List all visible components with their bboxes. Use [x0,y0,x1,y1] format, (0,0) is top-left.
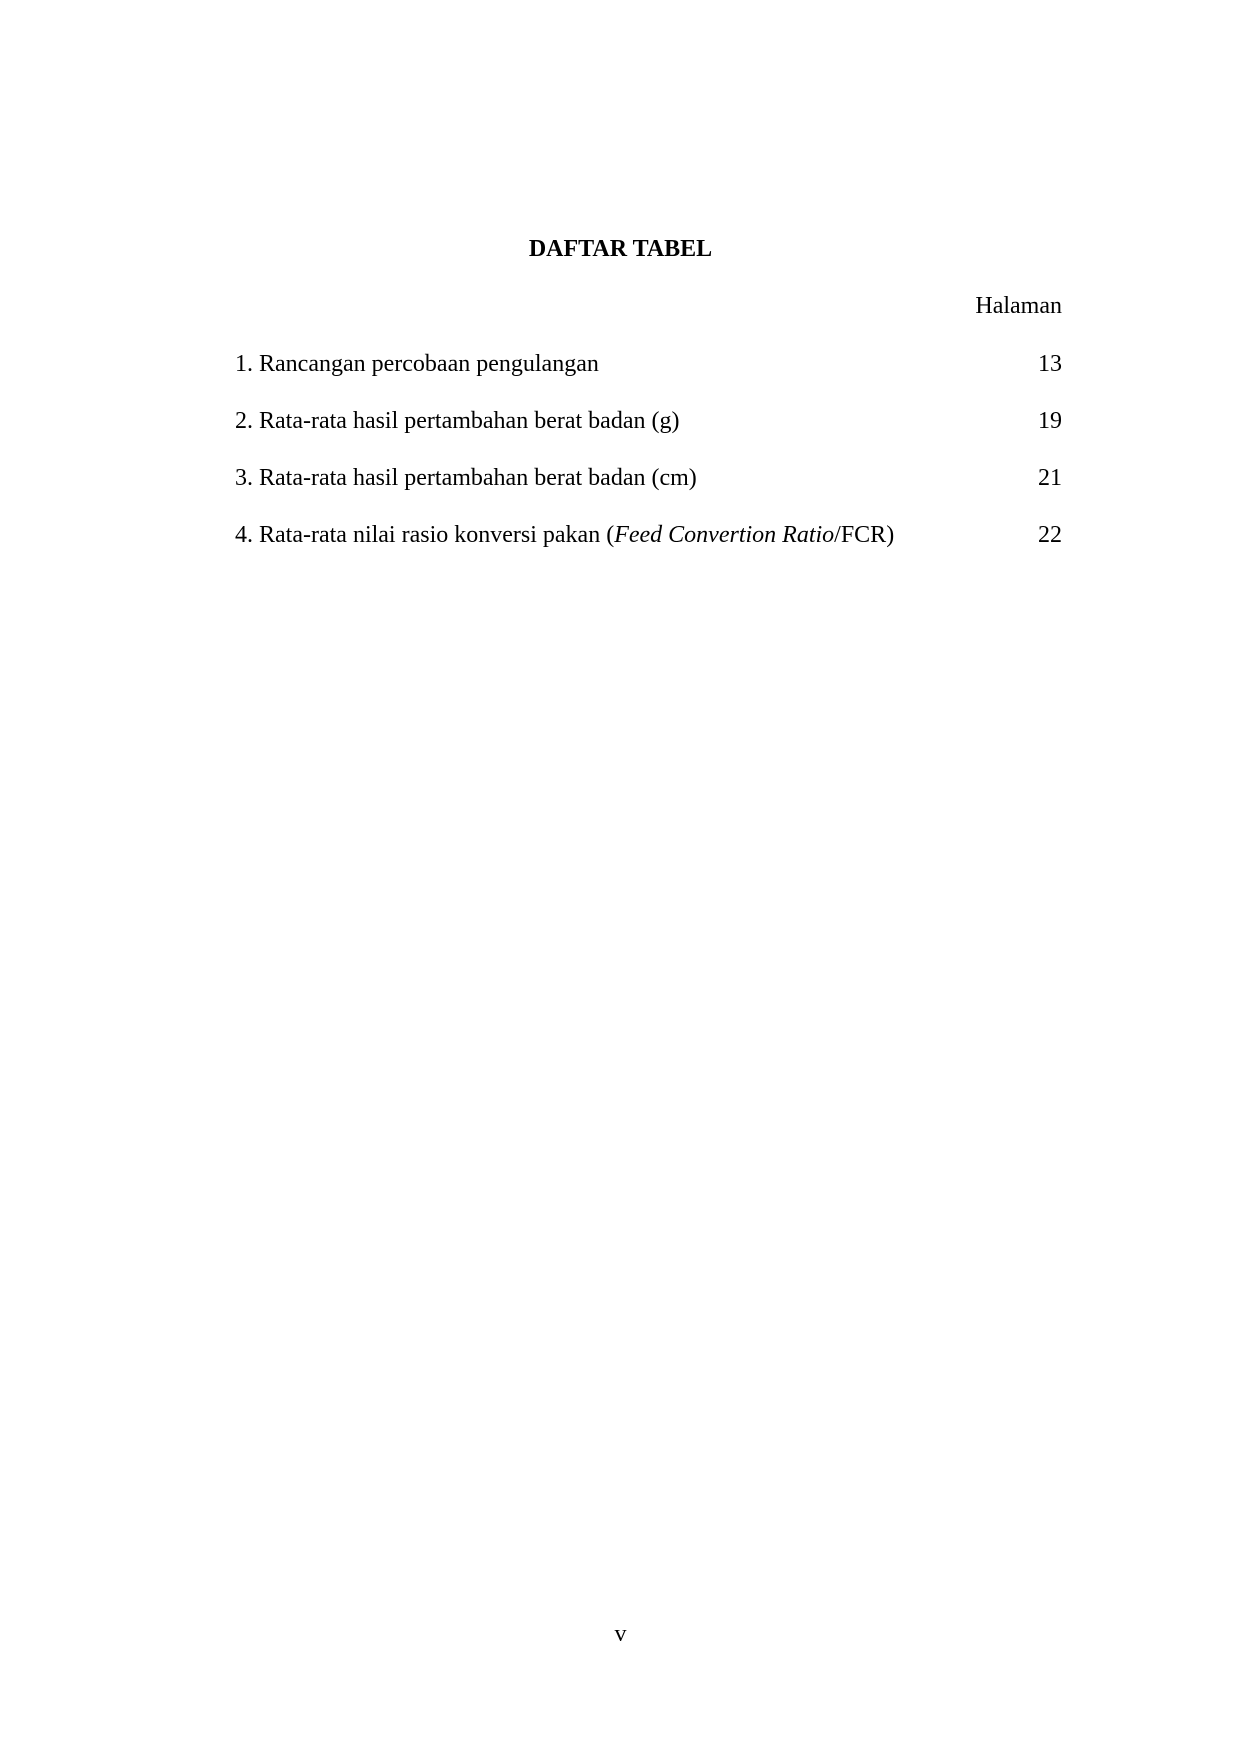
entry-number: 1. [235,351,253,377]
table-list-entry [235,520,1062,550]
page-footer-number: v [614,1621,627,1647]
entry-text: Rata-rata hasil pertambahan berat badan (cm) [259,465,697,491]
entry-label [235,520,894,550]
table-list-entry [235,463,1062,493]
entry-label [235,349,599,379]
entry-label [235,463,697,493]
entry-page-number: 19 [1038,408,1062,434]
entry-label [235,406,679,436]
entry-page-number: 22 [1038,522,1062,548]
entry-text-after: /FCR) [834,522,895,548]
page-title: DAFTAR TABEL [528,236,713,262]
entry-number: 3. [235,465,253,491]
entry-text: Rancangan percobaan pengulangan [259,351,599,377]
table-list-entry [235,349,1062,379]
table-list-entry [235,406,1062,436]
entry-page-number: 21 [1038,465,1062,491]
entry-text-before: Rata-rata nilai rasio konversi pakan ( [259,522,615,548]
entry-text-italic: Feed Convertion Ratio [614,522,835,548]
entry-text: Rata-rata hasil pertambahan berat badan (g) [259,408,680,434]
entry-number: 4. [235,522,253,548]
page-column-header: Halaman [975,293,1062,319]
entry-page-number: 13 [1038,351,1062,377]
entry-number: 2. [235,408,253,434]
